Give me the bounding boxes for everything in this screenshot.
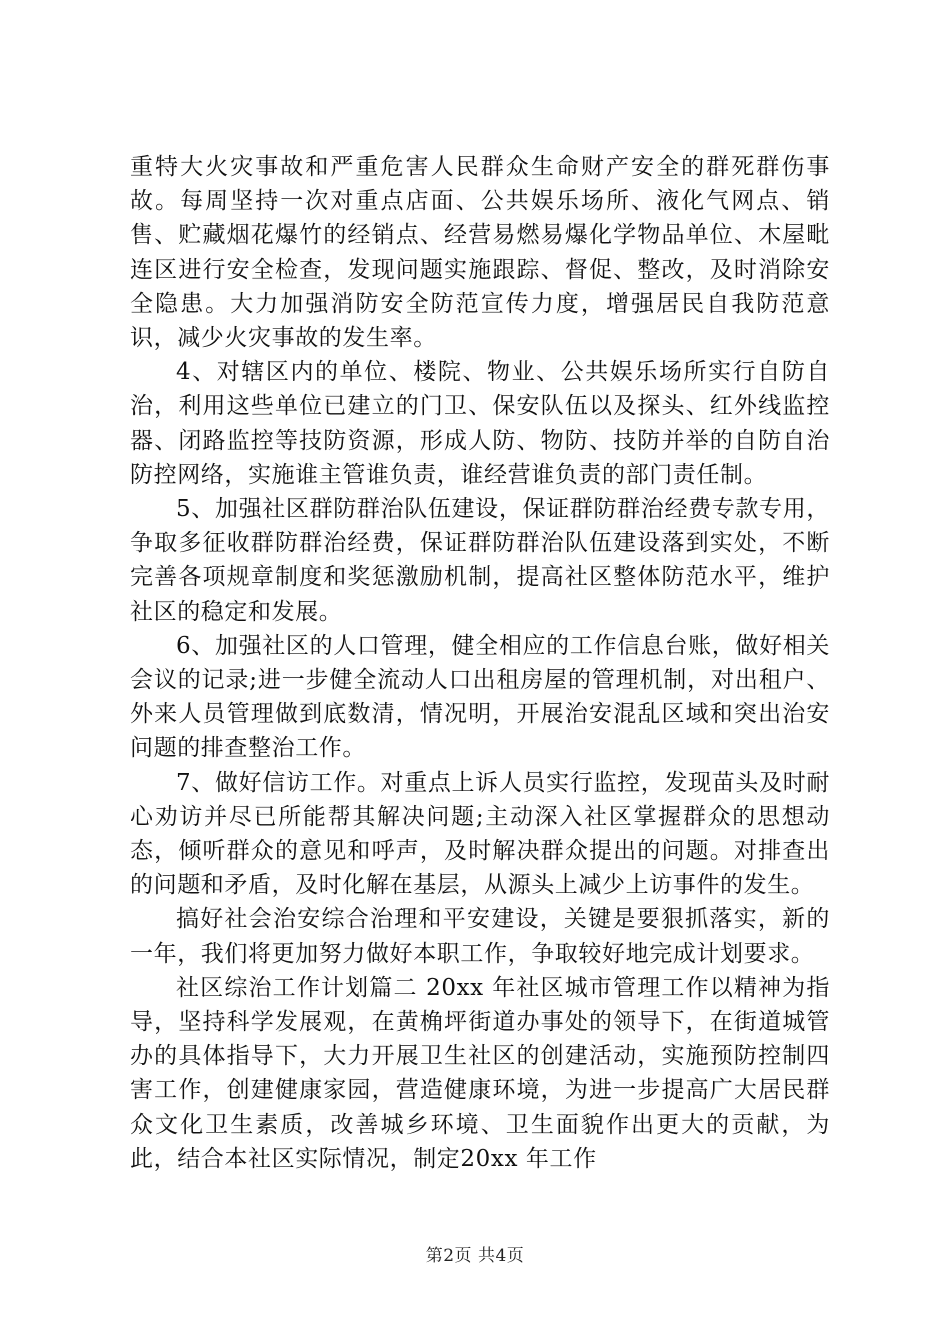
paragraph-plan-two-intro: 社区综治工作计划篇二 20xx 年社区城市管理工作以精神为指导，坚持科学发展观，在黄桷坪街道办事处的领导下，在街道城管办的具体指导下，大力开展卫生社区的创建活动，实施预防控制四害工作，创建健康家园，营造健康环境，为进一步提高广大居民群众文化卫生素质，改善城乡环境、卫生面貌作出更大的贡献，为此，结合本社区实际情况，制定20xx 年工作 [130,974,830,1172]
paragraph-closing-statement: 搞好社会治安综合治理和平安建设，关键是要狠抓落实，新的一年，我们将更加努力做好本职工作，争取较好地完成计划要求。 [130,906,830,967]
page-number-footer: 第2页 共4页 [425,1246,525,1266]
paragraph-item-4-self-defense: 4、对辖区内的单位、楼院、物业、公共娱乐场所实行自防自治，利用这些单位已建立的门卫、保安队伍以及探头、红外线监控器、闭路监控等技防资源，形成人防、物防、技防并举的自防自治防控网络，实施谁主管谁负责，谁经营谁负责的部门责任制。 [130,359,830,488]
paragraph-item-7-petition-work: 7、做好信访工作。对重点上诉人员实行监控，发现苗头及时耐心劝访并尽已所能帮其解决问题;主动深入社区掌握群众的思想动态，倾听群众的意见和呼声，及时解决群众提出的问题。对排查出的问题和矛盾，及时化解在基层，从源头上减少上访事件的发生。 [130,769,830,899]
paragraph-fire-safety-continuation: 重特大火灾事故和严重危害人民群众生命财产安全的群死群伤事故。每周坚持一次对重点店面、公共娱乐场所、液化气网点、销售、贮藏烟花爆竹的经销点、经营易燃易爆化学物品单位、木屋毗连区进行安全检查，发现问题实施跟踪、督促、整改，及时消除安全隐患。大力加强消防安全防范宣传力度，增强居民自我防范意识，减少火灾事故的发生率。 [130,154,830,352]
document-body [130,150,830,1176]
paragraph-item-6-population-management: 6、加强社区的人口管理，健全相应的工作信息台账，做好相关会议的记录;进一步健全流动人口出租房屋的管理机制，对出租户、外来人员管理做到底数清，情况明，开展治安混乱区域和突出治安问题的排查整治工作。 [130,632,830,762]
paragraph-item-5-mass-prevention: 5、加强社区群防群治队伍建设，保证群防群治经费专款专用，争取多征收群防群治经费，保证群防群治队伍建设落到实处，不断完善各项规章制度和奖惩激励机制，提高社区整体防范水平，维护社区的稳定和发展。 [130,496,830,625]
